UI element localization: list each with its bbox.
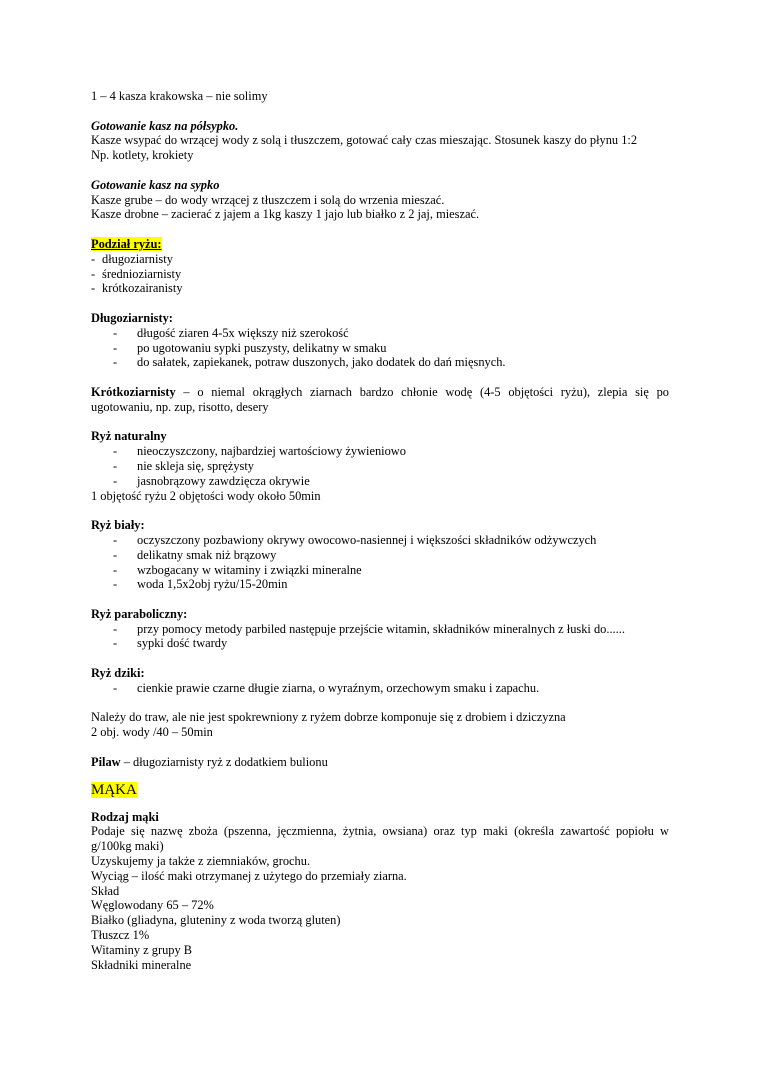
paraboliczny-list — [91, 622, 669, 652]
maka-paragraph-cont: g/100kg maki) — [91, 839, 164, 854]
list-item: - nieoczyszczony, najbardziej wartościowy żywieniowo — [91, 444, 669, 459]
dziki-line: 2 obj. wody /40 – 50min — [91, 725, 213, 740]
krotko-text-cont: ugotowaniu, np. zup, risotto, desery — [91, 399, 269, 414]
pilaw-text: – długoziarnisty ryż z dodatkiem bulionu — [120, 754, 328, 769]
maka-line: Skład — [91, 883, 120, 898]
dziki-list — [91, 681, 669, 696]
polsypko-heading: Gotowanie kasz na półsypko. — [91, 118, 239, 133]
dlugo-list — [91, 326, 669, 370]
krotko-text: – o niemal okrągłych ziarnach bardzo chłonie wodę (4-5 objętości ryżu), zlepia się po — [175, 384, 669, 399]
dlugo-heading: Długoziarnisty: — [91, 310, 173, 325]
list-item: - woda 1,5x2obj ryżu/15-20min — [91, 577, 669, 592]
bialy-list — [91, 533, 669, 592]
list-item: - oczyszczony pozbawiony okrywy owocowo-nasiennej i większości składników odżywczych — [91, 533, 669, 548]
list-item: - średnioziarnisty — [91, 267, 669, 282]
polsypko-line: Np. kotlety, krokiety — [91, 148, 194, 163]
list-item: - przy pomocy metody parbiled następuje przejście witamin, składników mineralnych z łuski do...... — [91, 622, 669, 637]
list-item: - jasnobrązowy zawdzięcza okrywie — [91, 474, 669, 489]
naturalny-list — [91, 444, 669, 488]
list-item: - po ugotowaniu sypki puszysty, delikatny w smaku — [91, 341, 669, 356]
maka-line: Uzyskujemy ja także z ziemniaków, grochu. — [91, 854, 311, 869]
list-item: - do sałatek, zapiekanek, potraw duszonych, jako dodatek do dań mięsnych. — [91, 355, 669, 370]
podzial-heading — [91, 237, 669, 252]
list-item: - delikatny smak niż brązowy — [91, 548, 669, 563]
pilaw-heading: Pilaw — [91, 754, 121, 769]
sypko-heading: Gotowanie kasz na sypko — [91, 177, 220, 192]
sypko-line: Kasze drobne – zacierać z jajem a 1kg kaszy 1 jajo lub białko z 2 jaj, mieszać. — [91, 207, 480, 222]
list-item: - krótkozairanisty — [91, 281, 669, 296]
list-item: - sypki dość twardy — [91, 636, 669, 651]
podzial-heading-text: Podział ryżu: — [91, 236, 162, 251]
document-page — [91, 89, 669, 972]
dziki-line: Należy do traw, ale nie jest spokrewniony z ryżem dobrze komponuje się z drobiem i dziczyzna — [91, 710, 566, 725]
krotko-heading: Krótkoziarnisty — [91, 384, 176, 399]
polsypko-line: Kasze wsypać do wrzącej wody z solą i tłuszczem, gotować cały czas mieszając. Stosunek kaszy do płynu 1:2 — [91, 133, 638, 148]
maka-line: Białko (gliadyna, gluteniny z woda tworzą gluten) — [91, 913, 341, 928]
maka-line: Węglowodany 65 – 72% — [91, 898, 214, 913]
list-item: - nie skleja się, sprężysty — [91, 459, 669, 474]
maka-heading — [91, 780, 669, 800]
intro-line: 1 – 4 kasza krakowska – nie solimy — [91, 89, 268, 103]
list-item: - długość ziaren 4-5x większy niż szerokość — [91, 326, 669, 341]
maka-line: Wyciąg – ilość maki otrzymanej z użytego do przemiały ziarna. — [91, 868, 407, 883]
dziki-heading: Ryż dziki: — [91, 666, 145, 681]
podzial-list — [91, 252, 669, 296]
pilaw-line — [91, 755, 669, 770]
sypko-line: Kasze grube – do wody wrzącej z tłuszczem i solą do wrzenia mieszać. — [91, 192, 445, 207]
naturalny-note: 1 objętość ryżu 2 objętości wody około 50min — [91, 488, 321, 503]
bialy-heading: Ryż biały: — [91, 518, 145, 533]
maka-paragraph: Podaje się nazwę zboża (pszenna, jęczmienna, żytnia, owsiana) oraz typ maki (określa zawartość popiołu w — [91, 824, 669, 839]
krotko-paragraph — [91, 385, 669, 400]
paraboliczny-heading: Ryż paraboliczny: — [91, 606, 188, 621]
rodzaj-heading: Rodzaj mąki — [91, 809, 159, 824]
list-item: - wzbogacany w witaminy i związki mineralne — [91, 563, 669, 578]
list-item: - długoziarnisty — [91, 252, 669, 267]
maka-heading-text: MĄKA — [91, 781, 137, 798]
maka-line: Składniki mineralne — [91, 957, 192, 972]
list-item: - cienkie prawie czarne długie ziarna, o wyraźnym, orzechowym smaku i zapachu. — [91, 681, 669, 696]
maka-line: Tłuszcz 1% — [91, 928, 150, 943]
maka-line: Witaminy z grupy B — [91, 942, 193, 957]
naturalny-heading: Ryż naturalny — [91, 429, 167, 444]
